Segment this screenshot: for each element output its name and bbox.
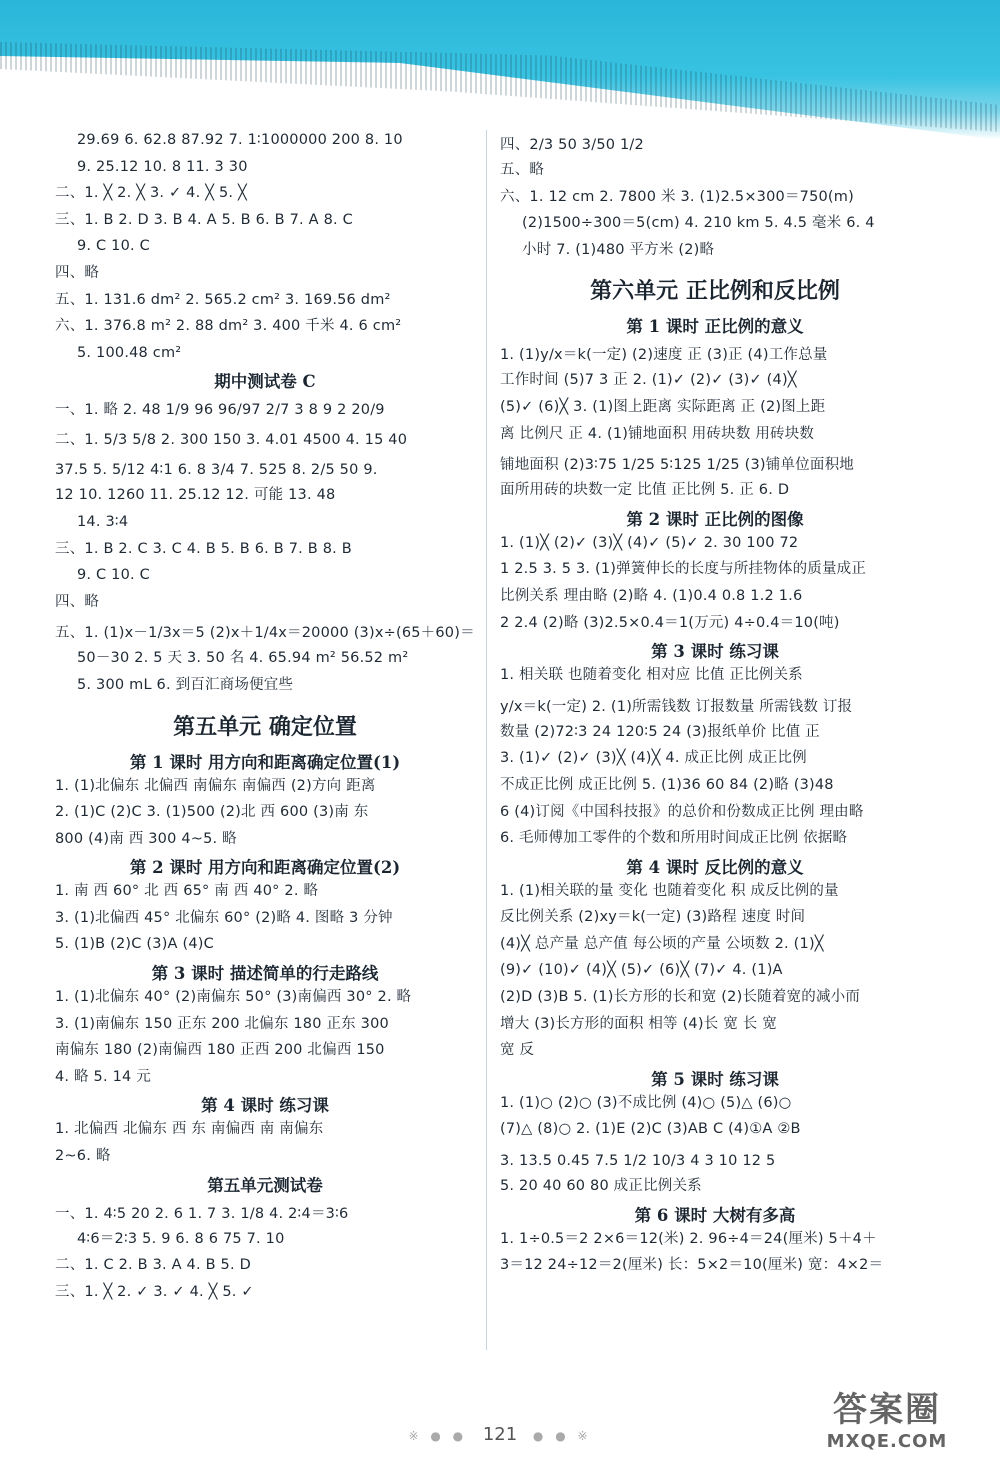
answer-line: 六、1. 12 cm 2. 7800 米 3. (1)2.5×300＝750(m) [500,188,854,205]
answer-line: (9)✓ (10)✓ (4)╳ (5)✓ (6)╳ (7)✓ 4. (1)A [500,962,783,979]
answer-line: 37.5 5. 5/12 4∶1 6. 8 3/4 7. 525 8. 2/5 50 9. [55,462,378,479]
answer-line: 5. 100.48 cm² [77,344,182,361]
answer-line: 二、1. ╳ 2. ╳ 3. ✓ 4. ╳ 5. ╳ [55,185,247,202]
watermark-url: MXQE.COM [826,1431,948,1452]
section-heading: 第 4 课时 反比例的意义 [626,857,804,877]
answer-line: 1. (1)相关联的量 变化 也随着变化 积 成反比例的量 [500,882,839,899]
answer-line: 南偏东 180 (2)南偏西 180 正西 200 北偏西 150 [55,1042,385,1059]
answer-line: 14. 3∶4 [77,513,129,530]
answer-line: 800 (4)南 西 300 4~5. 略 [55,830,237,847]
answer-line: 二、1. 5/3 5/8 2. 300 150 3. 4.01 4500 4. 15 40 [55,432,408,449]
section-heading: 第 1 课时 用方向和距离确定位置(1) [129,752,401,772]
section-heading: 期中测试卷 C [214,372,316,392]
answer-line: 五、1. 131.6 dm² 2. 565.2 cm² 3. 169.56 dm² [55,291,391,308]
answer-line: 9. 25.12 10. 8 11. 3 30 [77,158,248,175]
footer-dots-left: ※ ● ● [408,1429,468,1443]
column-divider [486,130,487,1350]
answer-line: (4)╳ 总产量 总产值 每公顷的产量 公顷数 2. (1)╳ [500,935,824,952]
answer-line: 2. (1)C (2)C 3. (1)500 (2)北 西 600 (3)南 东 [55,804,369,821]
left-column [55,130,475,1308]
answer-line: 5. 20 40 60 80 成正比例关系 [500,1178,702,1195]
answer-line: 1. (1)○ (2)○ (3)不成比例 (4)○ (5)△ (6)○ [500,1094,792,1111]
section-heading: 第 1 课时 正比例的意义 [626,317,804,337]
answer-line: 1. (1)北偏东 北偏西 南偏东 南偏西 (2)方向 距离 [55,777,376,794]
answer-line: 1. 1÷0.5＝2 2×6＝12(米) 2. 96÷4＝24(厘米) 5＋4＋ [500,1230,877,1247]
answer-line: 四、略 [55,593,100,610]
answer-line: 三、1. ╳ 2. ✓ 3. ✓ 4. ╳ 5. ✓ [55,1283,254,1300]
section-heading: 第 2 课时 正比例的图像 [626,509,804,529]
section-heading: 第 3 课时 练习课 [651,642,779,662]
answer-line: 1. (1)y/x＝k(一定) (2)速度 正 (3)正 (4)工作总量 [500,347,828,364]
answer-line: 二、1. C 2. B 3. A 4. B 5. D [55,1257,251,1274]
answer-line: 1 2.5 3. 5 3. (1)弹簧伸长的长度与所挂物体的质量成正 [500,561,867,578]
answer-line: 3. (1)北偏西 45° 北偏东 60° (2)略 4. 图略 3 分钟 [55,909,393,926]
answer-line: 1. 南 西 60° 北 西 65° 南 西 40° 2. 略 [55,883,319,900]
answer-line: 一、1. 4∶5 20 2. 6 1. 7 3. 1/8 4. 2∶4＝3∶6 [55,1205,349,1222]
answer-line: 6 (4)订阅《中国科技报》的总价和份数成正比例 理由略 [500,803,864,820]
answer-line: 不成正比例 成正比例 5. (1)36 60 84 (2)略 (3)48 [500,776,834,793]
section-heading: 第 2 课时 用方向和距离确定位置(2) [129,858,401,878]
answer-line: 三、1. B 2. C 3. C 4. B 5. B 6. B 7. B 8. B [55,540,352,557]
answer-line: 工作时间 (5)7 3 正 2. (1)✓ (2)✓ (3)✓ (4)╳ [500,372,797,389]
answer-line: 六、1. 376.8 m² 2. 88 dm² 3. 400 千米 4. 6 cm² [55,318,402,335]
answer-line: 2~6. 略 [55,1148,111,1165]
answer-line: 9. C 10. C [77,567,150,584]
answer-line: 5. (1)B (2)C (3)A (4)C [55,936,214,953]
footer-dots-right: ● ● ※ [532,1429,592,1443]
answer-line: 面所用砖的块数一定 比值 正比例 5. 正 6. D [500,482,790,499]
answer-line: 比例关系 理由略 (2)略 4. (1)0.4 0.8 1.2 1.6 [500,587,803,604]
right-column [500,130,930,1282]
answer-line: 6. 毛师傅加工零件的个数和所用时间成正比例 依据略 [500,830,848,847]
answer-line: y/x＝k(一定) 2. (1)所需钱数 订报数量 所需钱数 订报 [500,698,853,715]
answer-line: 2 2.4 (2)略 (3)2.5×0.4＝1(万元) 4÷0.4＝10(吨) [500,614,840,631]
answer-line: 一、1. 略 2. 48 1/9 96 96/97 2/7 3 8 9 2 20/9 [55,402,385,419]
watermark-logo [792,1390,982,1466]
answer-line: 四、2/3 50 3/50 1/2 [500,137,644,153]
answer-line: 5. 300 mL 6. 到百汇商场便宜些 [77,676,294,693]
section-heading: 第 3 课时 描述简单的行走路线 [151,964,379,984]
answer-line: 反比例关系 (2)xy＝k(一定) (3)路程 速度 时间 [500,909,806,926]
watermark-text: 答案圈 [833,1390,941,1430]
answer-line: 3＝12 24÷12＝2(厘米) 长：5×2＝10(厘米) 宽：4×2＝ [500,1257,884,1274]
section-heading: 第五单元测试卷 [207,1175,323,1195]
answer-line: 五、1. (1)x－1/3x＝5 (2)x＋1/4x＝20000 (3)x÷(65＋60)＝ [55,625,475,642]
answer-line: 小时 7. (1)480 平方米 (2)略 [522,241,715,258]
answer-line: 离 比例尺 正 4. (1)铺地面积 用砖块数 用砖块数 [500,425,815,442]
section-heading: 第 6 课时 大树有多高 [634,1205,796,1225]
unit-heading: 第五单元 确定位置 [173,713,357,740]
answer-line: 增大 (3)长方形的面积 相等 (4)长 宽 长 宽 [500,1015,777,1032]
answer-line: 五、略 [500,162,545,178]
answer-line: 数量 (2)72∶3 24 120∶5 24 (3)报纸单价 比值 正 [500,723,820,740]
answer-line: 3. (1)南偏东 150 正东 200 北偏东 180 正东 300 [55,1015,389,1032]
answer-line: 铺地面积 (2)3∶75 1/25 5∶125 1/25 (3)铺单位面积地 [500,457,854,474]
answer-line: 3. 13.5 0.45 7.5 1/2 10/3 4 3 10 12 5 [500,1153,776,1170]
answer-line: 50－30 2. 5 天 3. 50 名 4. 65.94 m² 56.52 m² [77,650,409,667]
answer-line: 四、略 [55,264,100,281]
answer-line: 1. 北偏西 北偏东 西 东 南偏西 南 南偏东 [55,1121,324,1138]
section-heading: 第 5 课时 练习课 [651,1069,779,1089]
answer-line: 1. (1)北偏东 40° (2)南偏东 50° (3)南偏西 30° 2. 略 [55,989,412,1006]
answer-line: 1. 相关联 也随着变化 相对应 比值 正比例关系 [500,667,803,684]
unit-heading: 第六单元 正比例和反比例 [590,278,840,305]
answer-line: (5)✓ (6)╳ 3. (1)图上距离 实际距离 正 (2)图上距 [500,398,826,415]
answer-line: 9. C 10. C [77,238,150,255]
answer-line: 1. (1)╳ (2)✓ (3)╳ (4)✓ (5)✓ 2. 30 100 72 [500,534,799,551]
answer-line: 29.69 6. 62.8 87.92 7. 1∶1000000 200 8. 10 [77,132,403,148]
answer-line: 12 10. 1260 11. 25.12 12. 可能 13. 48 [55,487,336,504]
answer-line: (7)△ (8)○ 2. (1)E (2)C (3)AB C (4)①A ②B [500,1121,801,1138]
answer-line: 三、1. B 2. D 3. B 4. A 5. B 6. B 7. A 8. C [55,211,353,228]
answer-line: 4. 略 5. 14 元 [55,1068,151,1085]
answer-line: (2)1500÷300＝5(cm) 4. 210 km 5. 4.5 毫米 6. 4 [522,215,875,232]
answer-line: 4∶6＝2∶3 5. 9 6. 8 6 75 7. 10 [77,1230,285,1247]
section-heading: 第 4 课时 练习课 [201,1096,329,1116]
answer-line: 宽 反 [500,1042,535,1059]
answer-line: (2)D (3)B 5. (1)长方形的长和宽 (2)长随着宽的减小而 [500,989,861,1006]
page-number: 121 [482,1424,518,1445]
answer-line: 3. (1)✓ (2)✓ (3)╳ (4)╳ 4. 成正比例 成正比例 [500,750,807,767]
